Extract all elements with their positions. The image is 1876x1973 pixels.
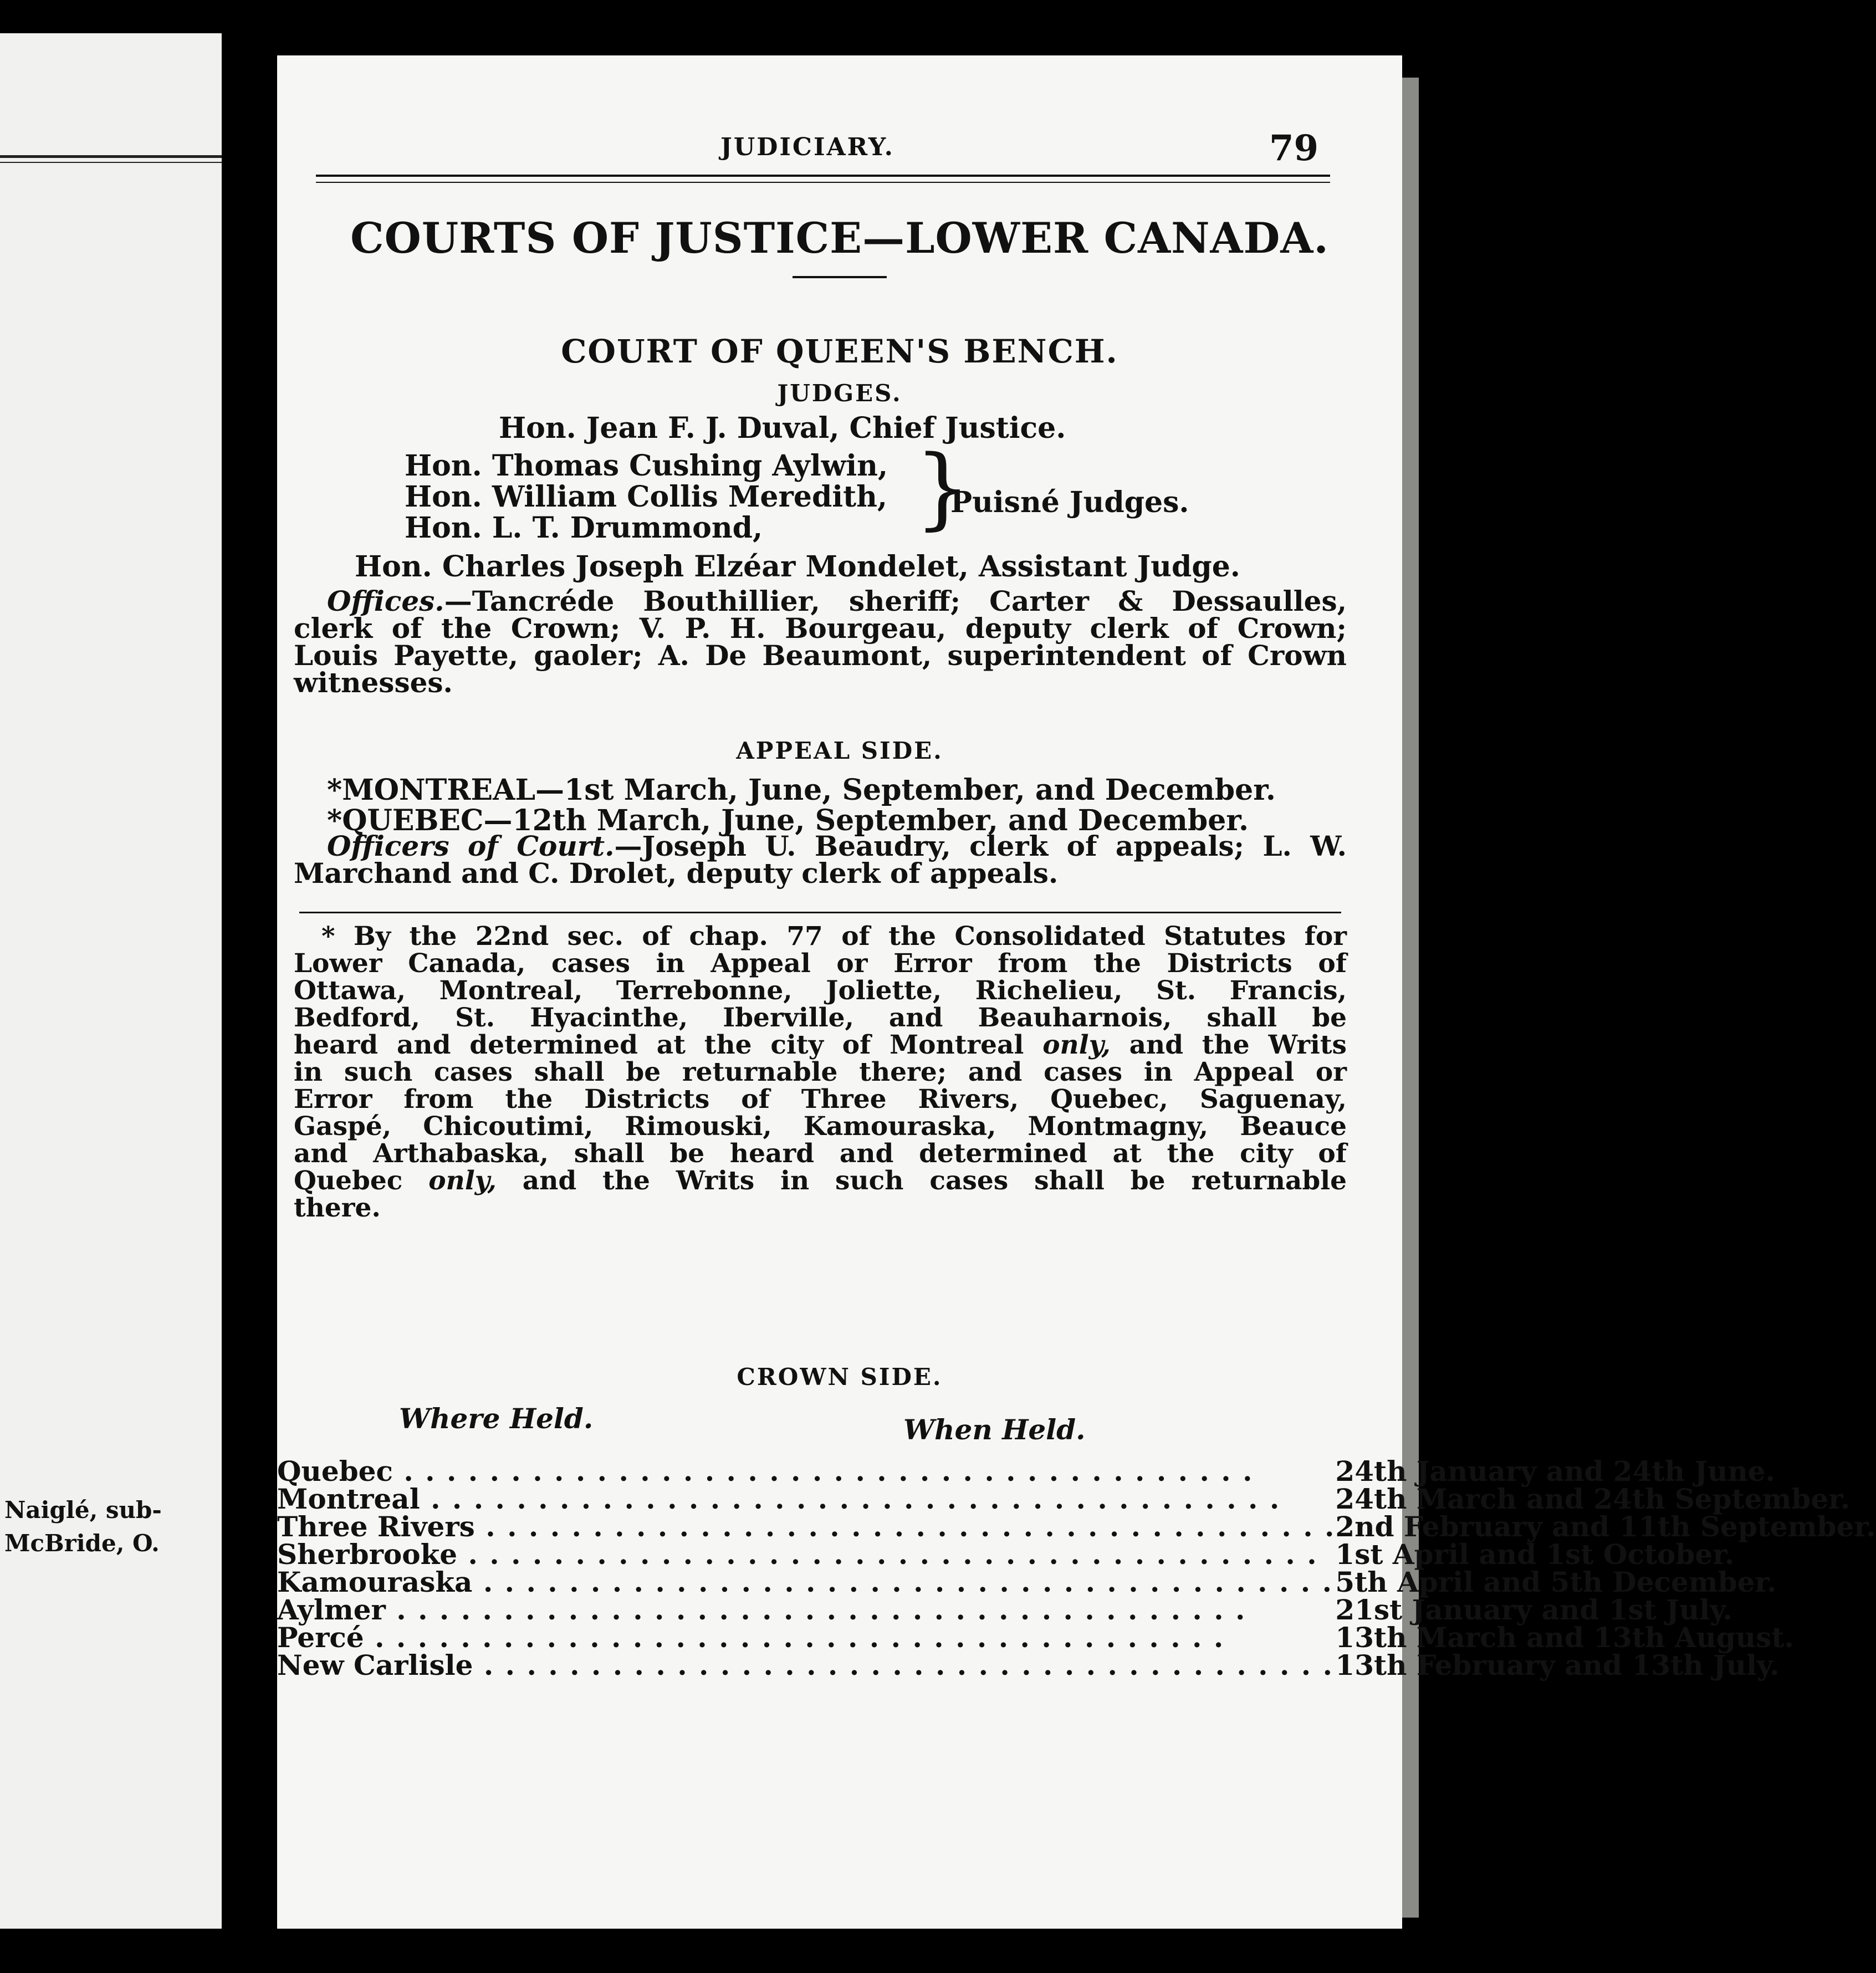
schedule-place: New Carlisle . . . . . . . . . . . . . . . . . . . . . . . . . . . . . . . . . . . . . . . . [277,1649,1334,1681]
running-head: JUDICIARY. [720,133,894,161]
offices-label: Offices. [327,585,444,617]
schedule-row [277,1596,1876,1624]
court-name: COURT OF QUEEN'S BENCH. [561,333,1118,370]
footnote [294,923,1347,1221]
officers-line: Marchand and C. Drolet, deputy clerk of appeals. [294,857,1059,890]
left-page-rule [0,155,222,158]
footnote-line: heard and determined at the city of Montreal only, and the Writs [294,1030,1347,1060]
schedule-when: 1st April and 1st October. [1335,1538,1735,1571]
footnote-line: Lower Canada, cases in Appeal or Error from the Districts of [294,948,1347,979]
officers-line: Officers of Court.—Joseph U. Beaudry, clerk of appeals; L. W. [327,830,1347,862]
officers-paragraph [294,830,1347,890]
header-rule-thin [316,182,1330,183]
crown-side-schedule [277,1455,1876,1681]
schedule-row [277,1458,1876,1485]
title-rule [793,276,887,278]
footnote-line: Ottawa, Montreal, Terrebonne, Joliette, Richelieu, St. Francis, [294,975,1347,1006]
appeal-session: *QUEBEC—12th March, June, September, and December. [327,804,1249,837]
puisne-judge: Hon. L. T. Drummond, [405,511,763,545]
officers-label: Officers of Court. [327,830,615,862]
left-page-rule-thin [0,162,222,163]
schedule-when: 2nd February and 11th September. [1335,1510,1876,1543]
schedule-place: Three Rivers . . . . . . . . . . . . . . . . . . . . . . . . . . . . . . . . . . . . . . . . [277,1510,1336,1543]
schedule-when: 5th April and 5th December. [1335,1566,1777,1598]
footnote-line: Bedford, St. Hyacinthe, Iberville, and Beauharnois, shall be [294,1003,1347,1033]
puisne-label: Puisné Judges. [950,485,1189,519]
schedule-row [277,1624,1876,1652]
schedule-when: 24th January and 24th June. [1335,1455,1775,1488]
footnote-line: Gaspé, Chicoutimi, Rimouski, Kamouraska, Montmagny, Beauce [294,1111,1347,1142]
schedule-place: Kamouraska . . . . . . . . . . . . . . . . . . . . . . . . . . . . . . . . . . . . . . . . [277,1566,1333,1598]
left-page-fragment: McBride, O. [4,1530,160,1557]
schedule-when: 13th March and 13th August. [1335,1621,1794,1654]
leader-dots: . . . . . . . . . . . . . . . . . . . . . . . . . . . . . . . . . . . . . . . . [392,1455,1254,1488]
footnote-line: Quebec only, and the Writs in such cases shall be returnable [294,1166,1347,1196]
leader-dots: . . . . . . . . . . . . . . . . . . . . . . . . . . . . . . . . . . . . . . . . [474,1510,1336,1543]
appeal-side-heading: APPEAL SIDE. [736,737,943,764]
schedule-row [277,1513,1876,1541]
col-when-held: When Held. [903,1413,1086,1446]
brace-symbol: } [914,436,971,539]
schedule-row [277,1568,1876,1596]
schedule-row [277,1652,1876,1679]
offices-line: clerk of the Crown; V. P. H. Bourgeau, deputy clerk of Crown; [294,612,1347,645]
leader-dots: . . . . . . . . . . . . . . . . . . . . . . . . . . . . . . . . . . . . . . . . [420,1483,1281,1515]
puisne-judge: Hon. Thomas Cushing Aylwin, [405,449,888,483]
header-rule [316,175,1330,177]
section-rule [299,912,1341,913]
footnote-line: and Arthabaska, shall be heard and determined at the city of [294,1138,1347,1169]
schedule-place: Percé . . . . . . . . . . . . . . . . . . . . . . . . . . . . . . . . . . . . . . . . [277,1621,1225,1654]
page-number: 79 [1269,127,1319,169]
page-header [277,127,1363,177]
chief-justice: Hon. Jean F. J. Duval, Chief Justice. [499,411,1066,445]
schedule-when: 24th March and 24th September. [1335,1483,1851,1515]
assistant-judge: Hon. Charles Joseph Elzéar Mondelet, Assistant Judge. [355,550,1240,584]
leader-dots: . . . . . . . . . . . . . . . . . . . . . . . . . . . . . . . . . . . . . . . . [385,1593,1246,1626]
footnote-line: Error from the Districts of Three Rivers, Quebec, Saguenay, [294,1084,1347,1115]
leader-dots: . . . . . . . . . . . . . . . . . . . . . . . . . . . . . . . . . . . . . . . . [473,1649,1334,1681]
page-title: COURTS OF JUSTICE—LOWER CANADA. [350,213,1329,263]
footnote-line: in such cases shall be returnable there; and cases in Appeal or [294,1057,1347,1087]
crown-side-heading: CROWN SIDE. [737,1363,943,1391]
schedule-row [277,1541,1876,1568]
schedule-body [277,1455,1876,1681]
appeal-session: *MONTREAL—1st March, June, September, and December. [327,773,1276,807]
schedule-place: Quebec . . . . . . . . . . . . . . . . . . . . . . . . . . . . . . . . . . . . . . . . [277,1455,1254,1488]
schedule-row [277,1485,1876,1513]
binding-gutter [222,0,277,1973]
offices-line: witnesses. [294,666,453,699]
offices-line: Louis Payette, gaoler; A. De Beaumont, superintendent of Crown [294,639,1347,672]
puisne-judge: Hon. William Collis Meredith, [405,480,888,514]
leader-dots: . . . . . . . . . . . . . . . . . . . . . . . . . . . . . . . . . . . . . . . . [472,1566,1333,1598]
schedule-place: Sherbrooke . . . . . . . . . . . . . . . . . . . . . . . . . . . . . . . . . . . . . . . . [277,1538,1318,1571]
footnote-line: * By the 22nd sec. of chap. 77 of the Consolidated Statutes for [321,921,1347,952]
leader-dots: . . . . . . . . . . . . . . . . . . . . . . . . . . . . . . . . . . . . . . . . [457,1538,1318,1571]
schedule-place: Montreal . . . . . . . . . . . . . . . . . . . . . . . . . . . . . . . . . . . . . . . . [277,1483,1281,1515]
schedule-when: 13th February and 13th July. [1335,1649,1780,1681]
offices-paragraph [294,585,1347,699]
judges-heading: JUDGES. [777,380,902,407]
left-facing-page [0,33,222,1929]
leader-dots: . . . . . . . . . . . . . . . . . . . . . . . . . . . . . . . . . . . . . . . . [364,1621,1225,1654]
col-where-held: Where Held. [399,1402,594,1435]
left-page-fragment: Naiglé, sub- [4,1496,162,1524]
footnote-line: there. [294,1193,381,1223]
offices-line: Offices.—Tancréde Bouthillier, sheriff; Carter & Dessaulles, [327,585,1347,617]
schedule-place: Aylmer . . . . . . . . . . . . . . . . . . . . . . . . . . . . . . . . . . . . . . . . [277,1593,1246,1626]
document-page [277,55,1876,1929]
schedule-when: 21st January and 1st July. [1335,1593,1732,1626]
